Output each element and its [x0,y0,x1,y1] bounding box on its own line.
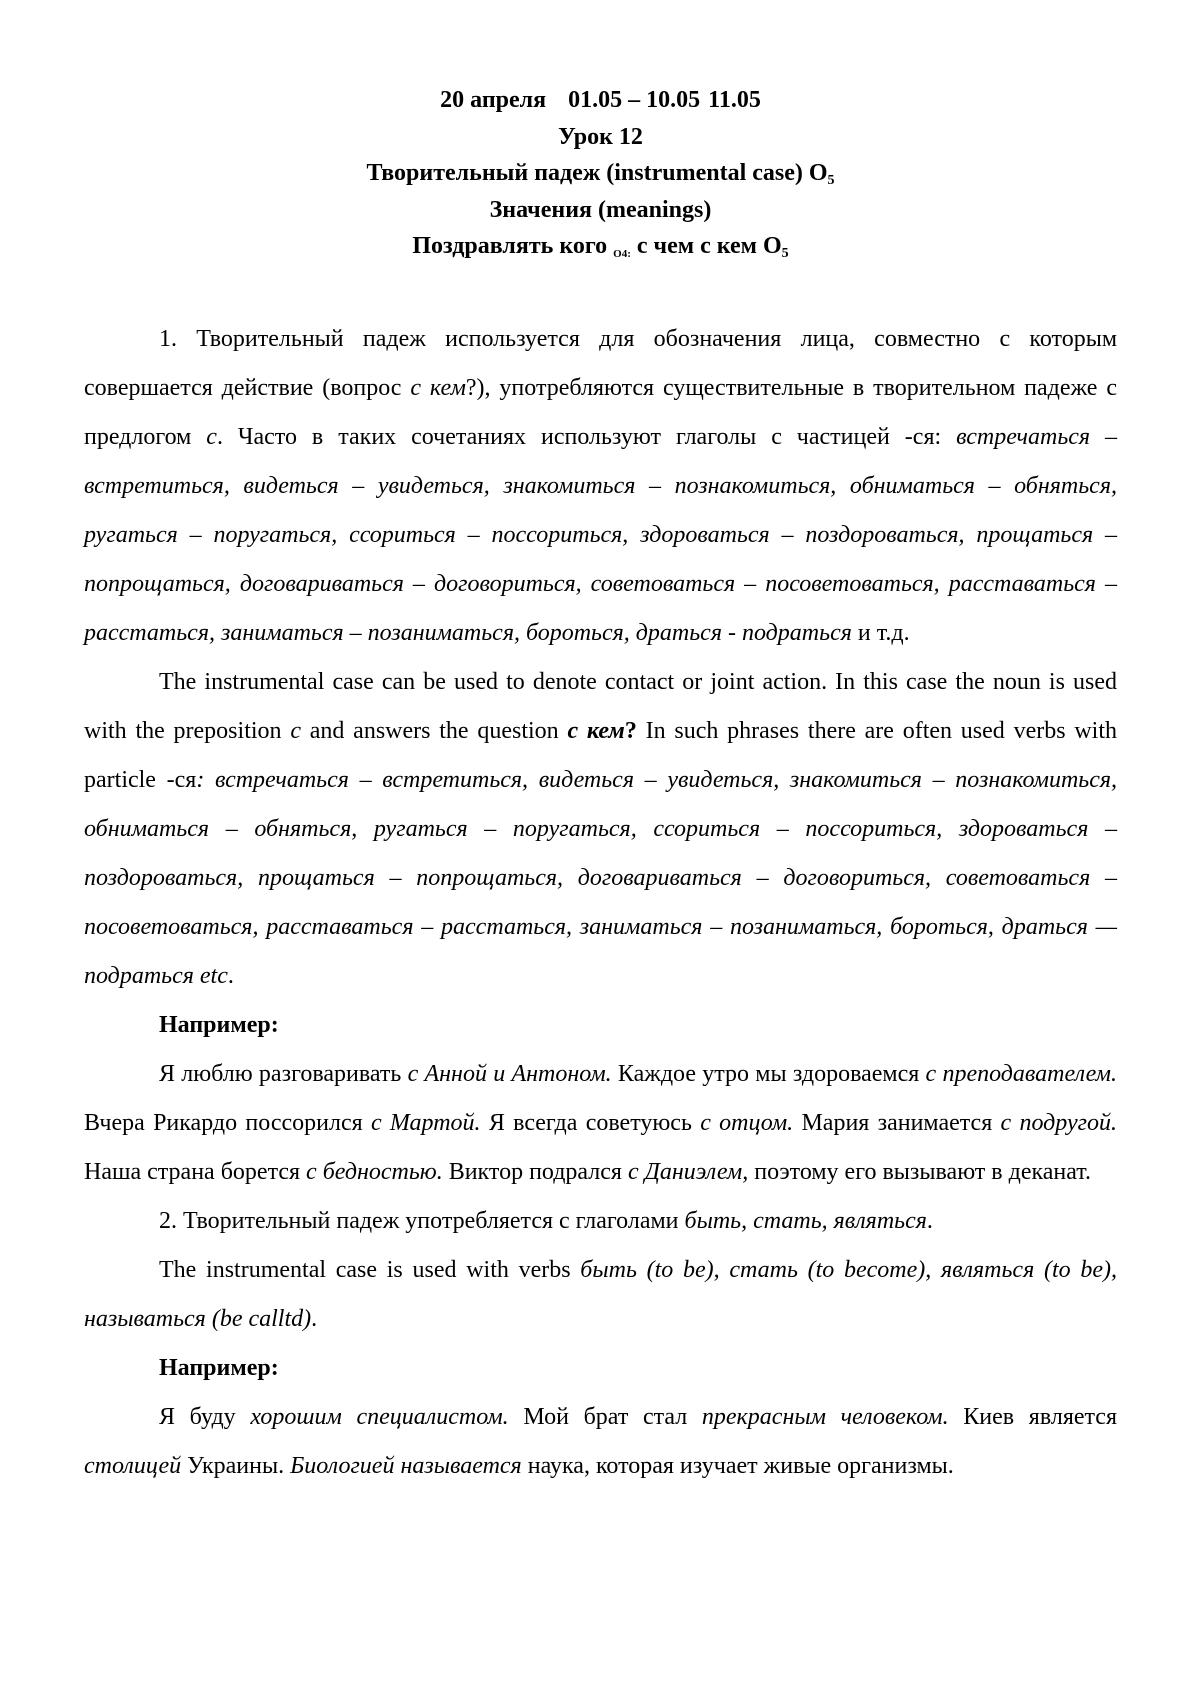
section1-ru-paragraph: 1. Творительный падеж используется для обозначения лица, совместно с которым совершается действие (вопрос с кем?), употребляются существительные в творительном падеже с предлогом с. Часто в таких сочетаниях используют глаголы с частицей -ся: встречаться – встретиться, видеться – увидеться, знакомиться – познакомиться, обниматься – обняться, ругаться – поругаться, ссориться – поссориться, здороваться – поздороваться, прощаться – попрощаться, договариваться – договориться, советоваться – посоветоваться, расставаться – расстаться, заниматься – позаниматься, бороться, драться - подраться и т.д. [84,325,1117,646]
date-range: 01.05 – 10.05 [568,87,701,113]
document-header [84,82,1117,265]
date-left: 20 апреля [440,87,547,113]
section2-en-paragraph: The instrumental case is used with verbs быть (to be), стать (to become), являться (to be), называться (be calltd). [84,1256,1117,1332]
date-right: 11.05 [708,87,761,113]
lesson-title: Урок 12 [558,123,643,150]
section2-example-label: Например: [159,1354,279,1381]
dates-line [84,82,1117,119]
congrats-title: Поздравлять кого О4: с чем с кем $О_5$ [412,233,789,261]
meanings-title: Значения (meanings) [489,196,712,223]
case-title: Творительный падеж (instrumental case) $О_5$ [366,160,835,188]
section2-ru-paragraph: 2. Творительный падеж употребляется с глаголами быть, стать, являться. [159,1207,933,1234]
document-page [84,82,1117,1491]
section1-example-paragraph: Я люблю разговаривать с Анной и Антоном. Каждое утро мы здороваемся с преподавателем. Вчера Рикардо поссорился с Мартой. Я всегда советуюсь с отцом. Мария занимается с подругой. Наша страна борется с бедностью. Виктор подрался с Даниэлем, поэтому его вызывают в деканат. [84,1060,1117,1185]
section1-en-paragraph: The instrumental case can be used to denote contact or joint action. In this case the noun is used with the preposition с and answers the question с кем? In such phrases there are often used verbs with particle -ся: встречаться – встретиться, видеться – увидеться, знакомиться – познакомиться, обниматься – обняться, ругаться – поругаться, ссориться – поссориться, здороваться – поздороваться, прощаться – попрощаться, договариваться – договориться, советоваться – посоветоваться, расставаться – расстаться, заниматься – позаниматься, бороться, драться — подраться etc. [84,668,1118,989]
section1-example-label: Например: [159,1011,279,1038]
section2-example-paragraph: Я буду хорошим специалистом. Мой брат стал прекрасным человеком. Киев является столицей Украины. Биологией называется наука, которая изучает живые организмы. [84,1403,1117,1479]
document-body [84,315,1117,1491]
